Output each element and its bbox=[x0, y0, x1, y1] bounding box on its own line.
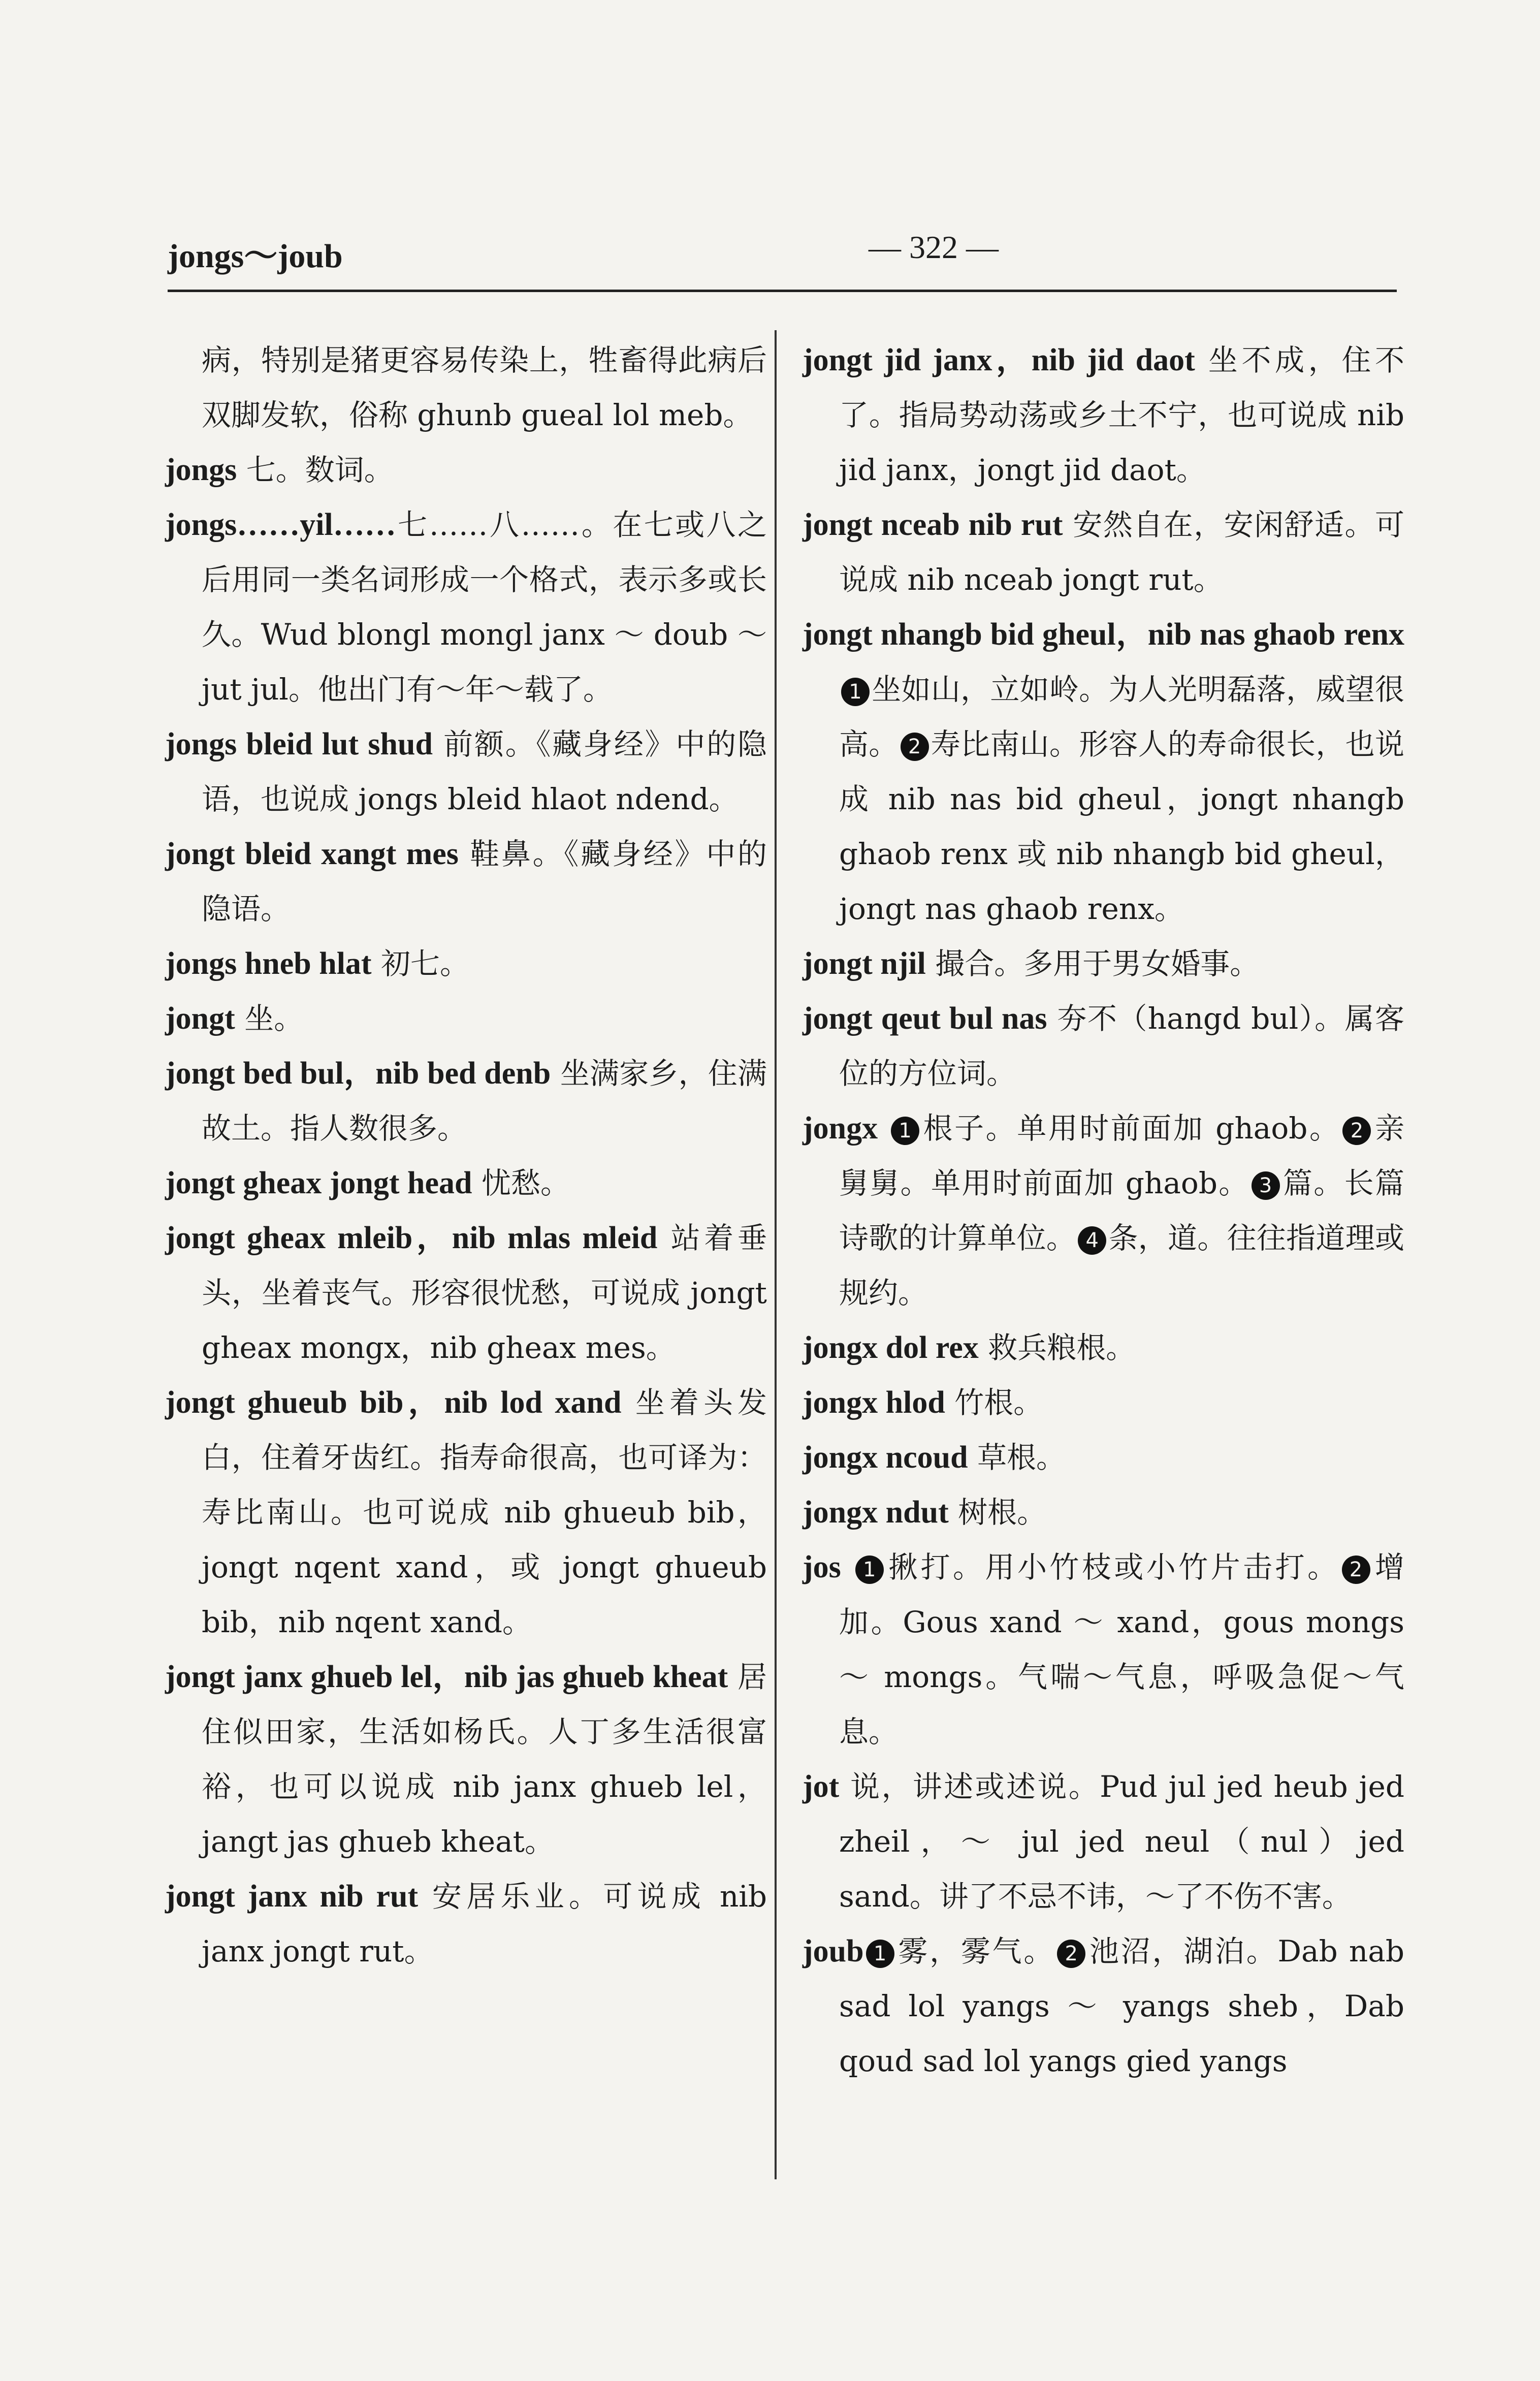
page-number: — 322 — bbox=[869, 229, 999, 265]
entry-headword: jongx bbox=[803, 1111, 878, 1146]
dictionary-entry bbox=[803, 607, 1404, 936]
entry-headword: jongs bleid lut shud bbox=[165, 727, 433, 761]
entry-definition: 坐不成，住不了。指局势动荡或乡土不宁，也可说成 nib jid janx，jongt jid daot。 bbox=[839, 343, 1404, 487]
entry-definition: 七。数词。 bbox=[237, 453, 394, 487]
entry-definition: 病，特别是猪更容易传染上，牲畜得此病后双脚发软，俗称 ghunb gueal lol meb。 bbox=[202, 343, 767, 432]
entry-definition: 寿比南山。形容人的寿命很长，也说成 nib nas bid gheul，jongt nhangb ghaob renx 或 nib nhangb bid gheul，jongt nas ghaob renx。 bbox=[839, 727, 1404, 926]
entry-definition: 根子。单用时前面加 ghaob。 bbox=[921, 1111, 1341, 1146]
entry-definition: 坐满家乡，住满故土。指人数很多。 bbox=[202, 1056, 767, 1146]
entry-headword: jongt jid janx，nib jid daot bbox=[803, 343, 1195, 377]
dictionary-entry bbox=[165, 1211, 767, 1375]
entry-headword: jongt gheax mleib，nib mlas mleid bbox=[165, 1221, 658, 1255]
page-header bbox=[168, 224, 1397, 279]
entry-headword: joub bbox=[803, 1934, 864, 1969]
entry-definition: 亲舅舅。单用时前面加 ghaob。 bbox=[839, 1111, 1404, 1200]
entry-headword: jongx ndut bbox=[803, 1495, 949, 1530]
dictionary-entry bbox=[165, 936, 767, 991]
right-column bbox=[803, 333, 1404, 2088]
entry-headword: jongs bbox=[165, 453, 237, 487]
left-column bbox=[165, 333, 767, 1979]
entry-definition: 七……八……。在七或八之后用同一类名词形成一个格式，表示多或长久。Wud blongl mongl janx ～ doub ～ jut jul。他出门有～年～载了。 bbox=[202, 507, 767, 707]
entry-definition: 安然自在，安闲舒适。可说成 nib nceab jongt rut。 bbox=[839, 507, 1405, 597]
entry-definition: 条，道。往往指道理或规约。 bbox=[839, 1221, 1404, 1310]
dictionary-entry bbox=[803, 1101, 1404, 1320]
sense-number-icon: 2 bbox=[1057, 1940, 1085, 1968]
entry-headword: jongt bbox=[165, 1001, 235, 1036]
entry-headword: jongt bleid xangt mes bbox=[165, 837, 459, 871]
entry-definition: 撮合。多用于男女婚事。 bbox=[925, 946, 1260, 981]
entry-definition: 说，讲述或述说。Pud jul jed heub jed zheil，～ jul jed neul（nul）jed sand。讲了不忌不讳，～了不伤不害。 bbox=[839, 1769, 1404, 1914]
entry-headword: jongs……yil…… bbox=[165, 507, 396, 542]
dictionary-entry bbox=[803, 1540, 1404, 1759]
entry-definition: 救兵粮根。 bbox=[978, 1330, 1136, 1365]
entry-definition: 雾，雾气。 bbox=[896, 1934, 1055, 1969]
column-divider bbox=[775, 330, 777, 2179]
dictionary-entry bbox=[803, 1759, 1404, 1924]
entry-headword: jongt ghueub bib，nib lod xand bbox=[165, 1385, 622, 1420]
dictionary-entry bbox=[165, 497, 767, 717]
entry-headword: jongx dol rex bbox=[803, 1330, 979, 1365]
dictionary-entry bbox=[165, 333, 767, 442]
entry-definition: 前额。《藏身经》中的隐语，也说成 jongs bleid hlaot ndend。 bbox=[202, 727, 767, 816]
dictionary-entry bbox=[165, 1046, 767, 1156]
dictionary-entry bbox=[803, 1430, 1404, 1485]
sense-number-icon: 1 bbox=[855, 1555, 884, 1584]
dictionary-entry bbox=[165, 1156, 767, 1211]
entry-definition: 树根。 bbox=[948, 1495, 1047, 1530]
dictionary-entry bbox=[803, 497, 1404, 607]
entry-definition: 增加。Gous xand ～ xand，gous mongs ～ mongs。气喘～气息，呼吸急促～气息。 bbox=[839, 1550, 1404, 1749]
entry-headword: jongt janx ghueb lel，nib jas ghueb kheat bbox=[165, 1660, 728, 1694]
entry-definition: 草根。 bbox=[968, 1440, 1066, 1475]
sense-number-icon: 1 bbox=[866, 1940, 894, 1968]
dictionary-entry bbox=[803, 1485, 1404, 1540]
header-rule bbox=[168, 290, 1397, 292]
dictionary-entry bbox=[165, 717, 767, 827]
entry-definition: 揪打。用小竹枝或小竹片击打。 bbox=[885, 1550, 1340, 1584]
sense-number-icon: 2 bbox=[901, 733, 929, 761]
entry-headword: jongt qeut bul nas bbox=[803, 1001, 1047, 1036]
entry-definition: 坐。 bbox=[235, 1001, 304, 1036]
sense-number-icon: 3 bbox=[1252, 1171, 1280, 1200]
sense-number-icon: 2 bbox=[1342, 1555, 1370, 1584]
entry-definition: 篇。长篇诗歌的计算单位。 bbox=[839, 1166, 1404, 1255]
entry-headword: jongt gheax jongt head bbox=[165, 1166, 472, 1200]
dictionary-entry bbox=[803, 1375, 1404, 1430]
dictionary-entry bbox=[165, 827, 767, 936]
dictionary-entry bbox=[165, 1869, 767, 1979]
entry-definition bbox=[878, 1111, 889, 1146]
sense-number-icon: 1 bbox=[891, 1117, 919, 1145]
entry-definition: 鞋鼻。《藏身经》中的隐语。 bbox=[202, 837, 767, 926]
entry-headword: jongt bed bul，nib bed denb bbox=[165, 1056, 551, 1091]
dictionary-entry bbox=[165, 442, 767, 497]
entry-headword: jot bbox=[803, 1769, 840, 1804]
entry-headword: jongt janx nib rut bbox=[165, 1879, 419, 1914]
entry-definition: 竹根。 bbox=[945, 1385, 1043, 1420]
entry-headword: jongt nceab nib rut bbox=[803, 507, 1063, 542]
dictionary-entry bbox=[165, 1649, 767, 1869]
dictionary-entry bbox=[165, 991, 767, 1046]
dictionary-entry bbox=[803, 1320, 1404, 1375]
sense-number-icon: 2 bbox=[1342, 1117, 1371, 1145]
entry-definition: 初七。 bbox=[371, 946, 470, 981]
entry-headword: jongt njil bbox=[803, 946, 926, 981]
sense-number-icon: 1 bbox=[841, 678, 870, 706]
entry-headword: jongt nhangb bid gheul，nib nas ghaob renx bbox=[803, 617, 1404, 652]
dictionary-entry bbox=[165, 1375, 767, 1649]
dictionary-entry bbox=[803, 991, 1404, 1101]
entry-definition: 安居乐业。可说成 nib janx jongt rut。 bbox=[202, 1879, 767, 1969]
sense-number-icon: 4 bbox=[1078, 1226, 1106, 1255]
entry-definition: 忧愁。 bbox=[472, 1166, 570, 1200]
entry-definition: 坐如山，立如岭。为人光明磊落，威望很高。 bbox=[839, 672, 1404, 761]
dictionary-entry bbox=[803, 1924, 1404, 2088]
entry-definition: 夯不（hangd bul）。属客位的方位词。 bbox=[839, 1001, 1405, 1091]
entry-definition bbox=[841, 1550, 853, 1584]
entry-definition: 站着垂头，坐着丧气。形容很忧愁，可说成 jongt gheax mongx，nib gheax mes。 bbox=[202, 1221, 767, 1365]
dictionary-entry bbox=[803, 936, 1404, 991]
entry-definition: 坐着头发白，住着牙齿红。指寿命很高，也可译为：寿比南山。也可说成 nib ghueub bib，jongt nqent xand，或 jongt ghueub bib，nib nqent xand。 bbox=[202, 1385, 767, 1639]
entry-headword: jongx ncoud bbox=[803, 1440, 968, 1475]
guide-words: jongs～joub bbox=[168, 238, 343, 275]
entry-definition: 居住似田家，生活如杨氏。人丁多生活很富裕，也可以说成 nib janx ghueb lel，jangt jas ghueb kheat。 bbox=[202, 1660, 767, 1859]
entry-definition: 池沼，湖泊。Dab nab sad lol yangs ～ yangs sheb，Dab qoud sad lol yangs gied yangs bbox=[839, 1934, 1404, 2078]
entry-headword: jos bbox=[803, 1550, 841, 1584]
entry-headword: jongs hneb hlat bbox=[165, 946, 372, 981]
dictionary-entry bbox=[803, 333, 1404, 497]
entry-headword: jongx hlod bbox=[803, 1385, 945, 1420]
